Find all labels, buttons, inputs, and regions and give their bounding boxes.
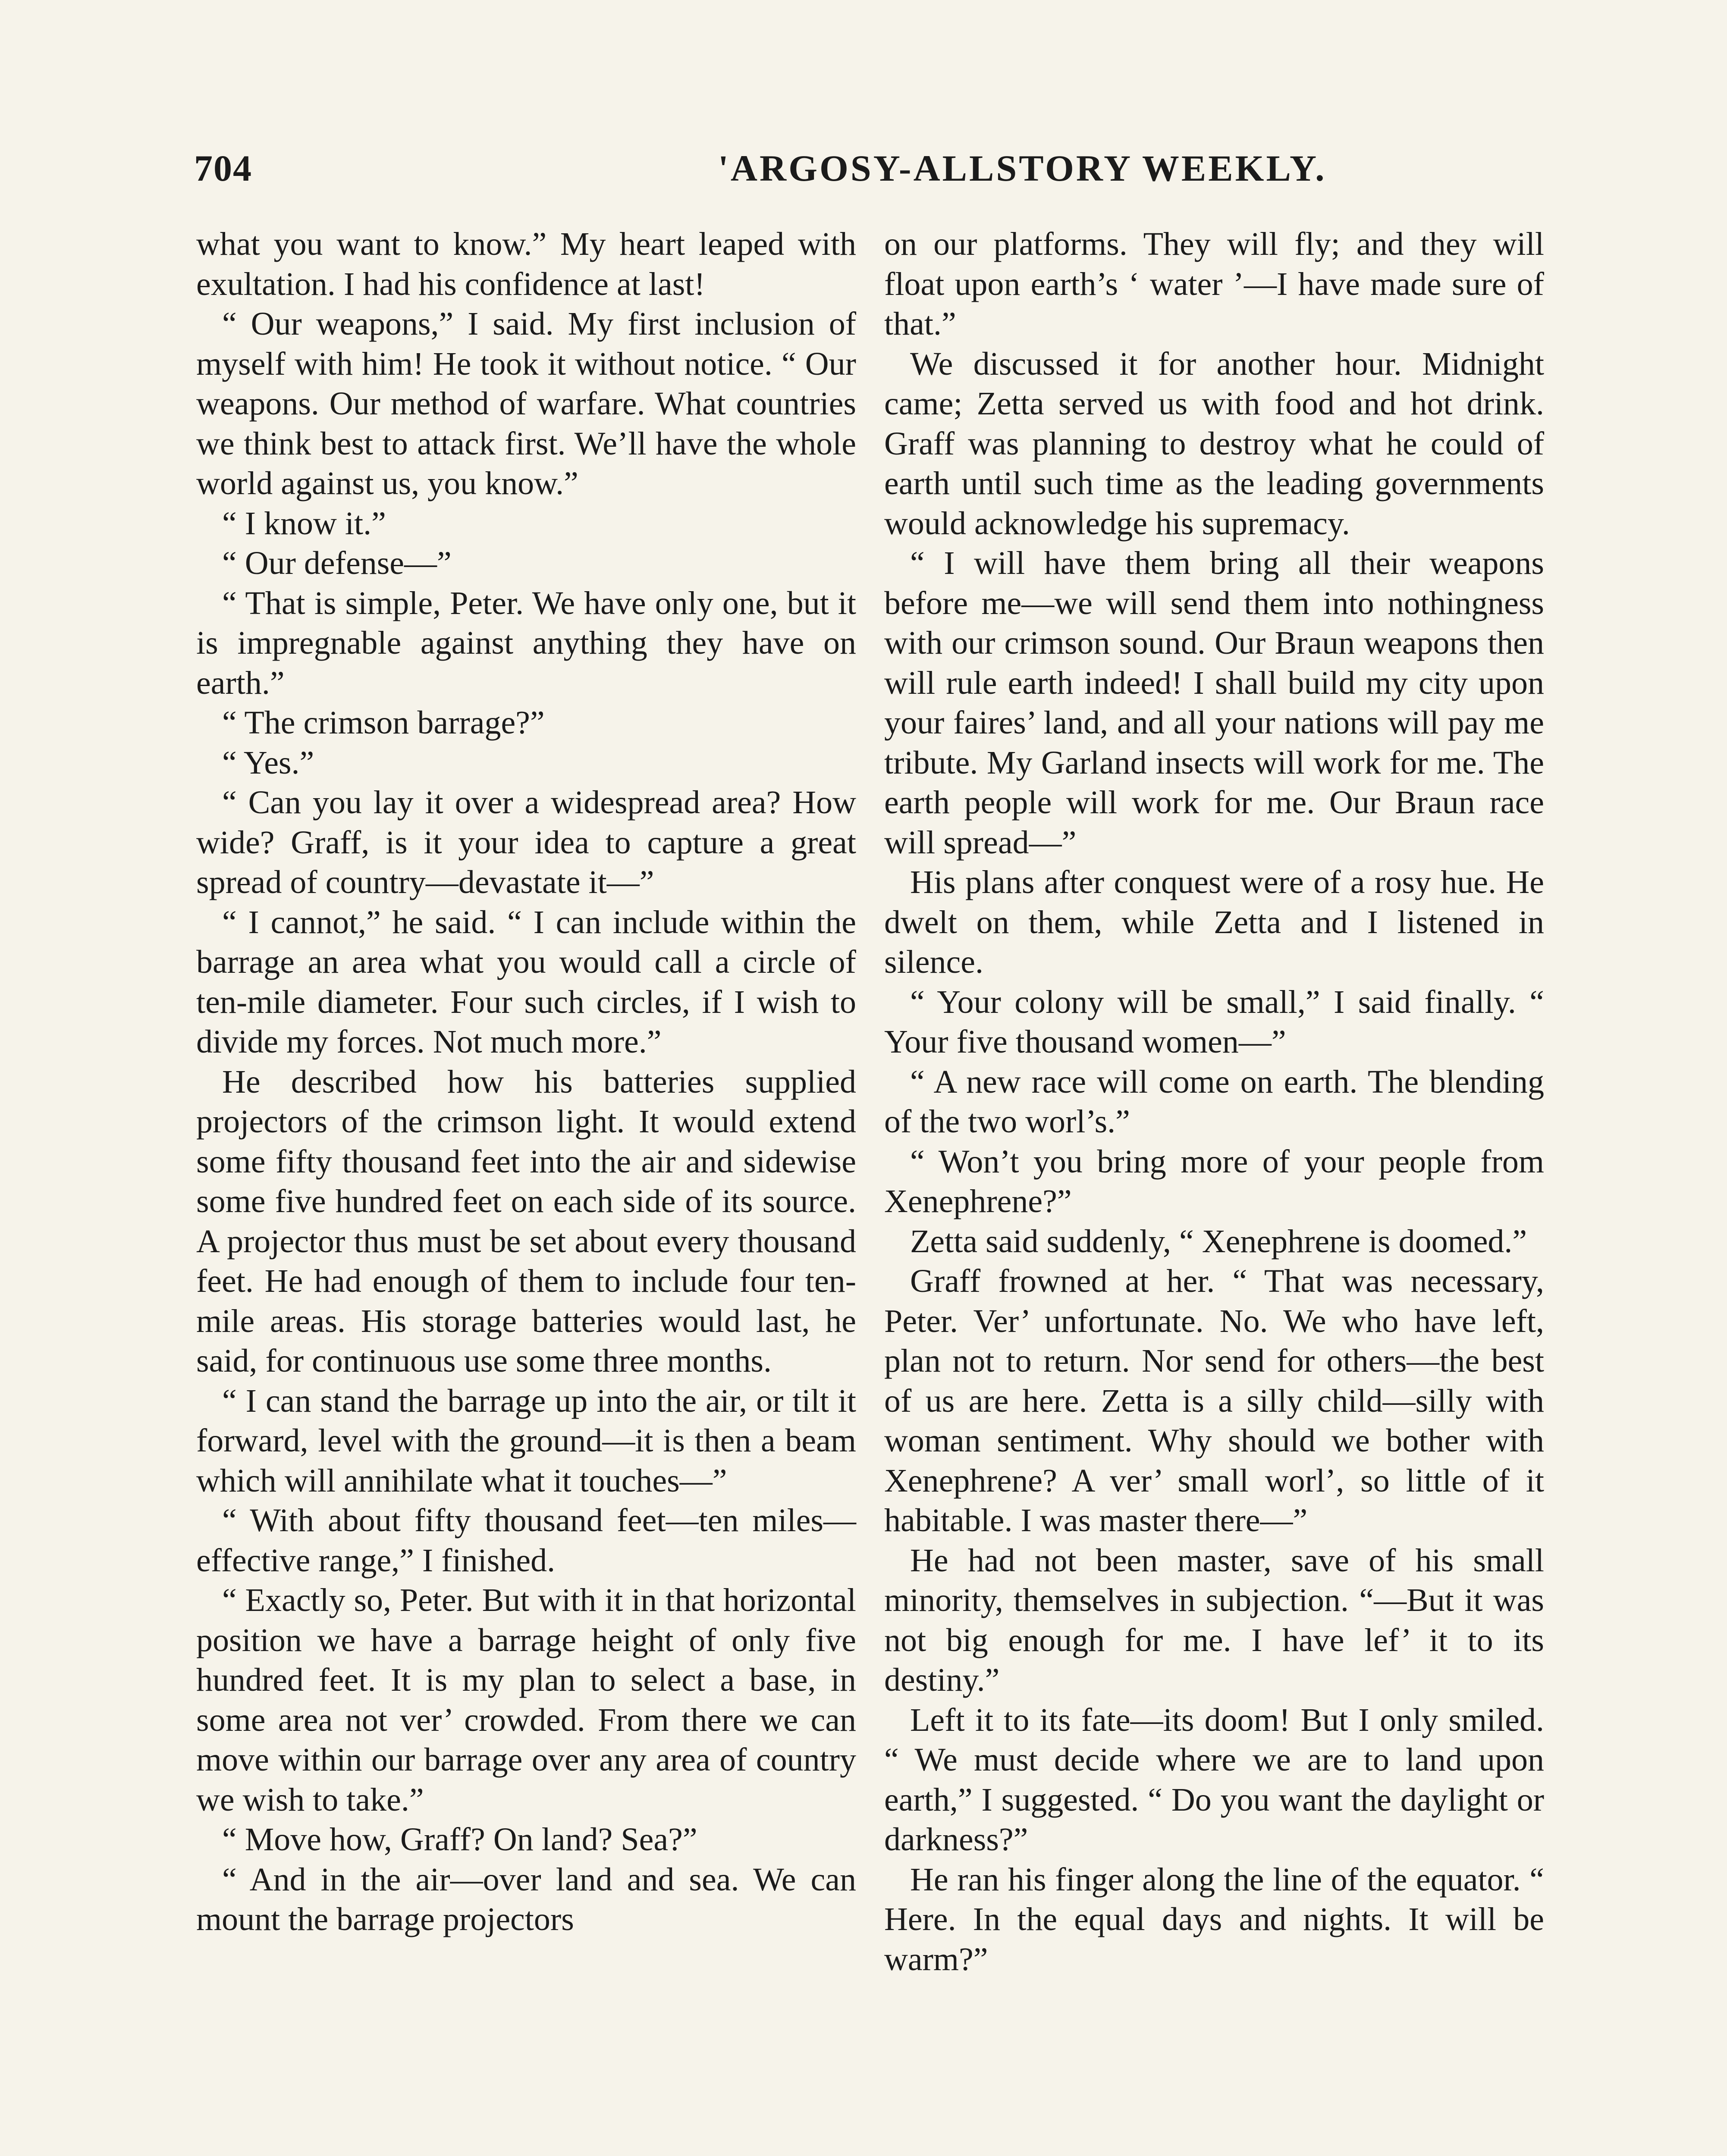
paragraph: “ I cannot,” he said. “ I can include within the barrage an area what you would call a circle of ten-mile diameter. Four such circles, if I wish to divide my forces. Not much more.” [196,904,856,1060]
paragraph: “ Our weapons,” I said. My first inclusion of myself with him! He took it without notice. “ Our weapons. Our method of warfare. What countries we think best to attack first. We’ll have the whole world against us, you know.” [196,306,856,501]
paragraph: “ Won’t you bring more of your people from Xenephrene?” [884,1143,1544,1219]
paragraph: Graff frowned at her. “ That was necessary, Peter. Ver’ unfortunate. No. We who have left, plan not to return. Nor send for others—the best of us are here. Zetta is a silly child—silly with woman sentiment. Why should we bother with Xenephrene? A ver’ small worl’, so little of it habitable. I was master there—” [884,1263,1544,1539]
running-head: 'ARGOSY-ALLSTORY WEEKLY. [718,147,1327,189]
paragraph: Zetta said suddenly, “ Xenephrene is doomed.” [910,1223,1527,1260]
paragraph: “ With about fifty thousand feet—ten miles—effective range,” I finished. [196,1502,856,1579]
paragraph: “ That is simple, Peter. We have only one, but it is impregnable against anything they have on earth.” [196,585,856,701]
paragraph: His plans after conquest were of a rosy hue. He dwelt on them, while Zetta and I listened in silence. [884,864,1544,980]
paragraph: “ Exactly so, Peter. But with it in that horizontal position we have a barrage height of only five hundred feet. It is my plan to select a base, in some area not ver’ crowded. From there we can move within our barrage over any area of country we wish to take.” [196,1582,856,1818]
paragraph: “ I know it.” [222,505,386,542]
paragraph: on our platforms. They will fly; and they will float upon earth’s ‘ water ’—I have made sure of that.” [884,226,1544,342]
paragraph: “ The crimson barrage?” [222,705,545,741]
paragraph: He described how his batteries supplied projectors of the crimson light. It would extend some fifty thousand feet into the air and sidewise some five hundred feet on each side of its source. A projector thus must be set about every thousand feet. He had enough of them to include four ten-mile areas. His storage batteries would last, he said, for continuous use some three months. [196,1063,856,1379]
paragraph: “ Yes.” [222,744,314,781]
page-number: 704 [194,147,252,189]
paragraph: We discussed it for another hour. Midnight came; Zetta served us with food and hot drink. Graff was planning to destroy what he could of earth until such time as the leading governments would acknowledge his supremacy. [884,345,1544,542]
paragraph: He had not been master, save of his small minority, themselves in subjection. “—But it was not big enough for me. I have lef’ it to its destiny.” [884,1542,1544,1698]
paragraph: “ Move how, Graff? On land? Sea?” [222,1821,697,1858]
paragraph: “ I can stand the barrage up into the air, or tilt it forward, level with the ground—it is then a beam which will annihilate what it touches—” [196,1382,856,1499]
paragraph: “ A new race will come on earth. The blending of the two worl’s.” [884,1063,1544,1140]
paragraph: He ran his finger along the line of the equator. “ Here. In the equal days and nights. It will be warm?” [884,1861,1544,1977]
paragraph: Left it to its fate—its doom! But I only smiled. “ We must decide where we are to land upon earth,” I suggested. “ Do you want the daylight or darkness?” [884,1702,1544,1858]
paragraph: “ Can you lay it over a widespread area? How wide? Graff, is it your idea to capture a great spread of country—devastate it—” [196,784,856,900]
paragraph: “ I will have them bring all their weapons before me—we will send them into nothingness with our crimson sound. Our Braun weapons then will rule earth indeed! I shall build my city upon your faires’ land, and all your nations will pay me tribute. My Garland insects will work for me. The earth people will work for me. Our Braun race will spread—” [884,545,1544,861]
paragraph: “ Our defense—” [222,545,452,581]
paragraph: “ And in the air—over land and sea. We can mount the barrage projectors [196,1861,856,1937]
text-column-right [884,224,1544,2156]
text-column-left [196,224,856,2156]
paragraph: “ Your colony will be small,” I said finally. “ Your five thousand women—” [884,984,1544,1060]
page-header [190,147,1540,198]
paragraph: what you want to know.” My heart leaped with exultation. I had his confidence at last! [196,226,856,302]
